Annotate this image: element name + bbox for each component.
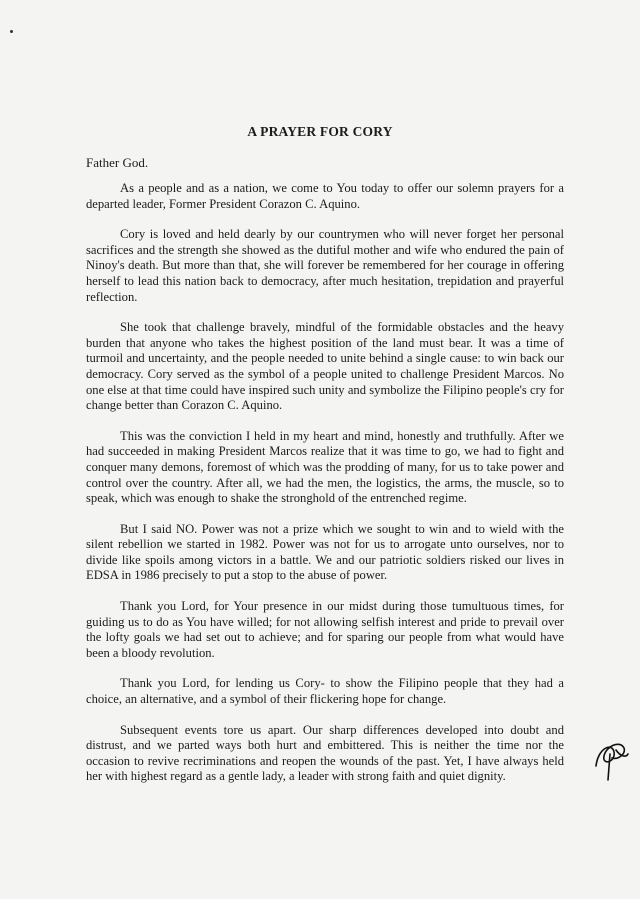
paragraph-2: Cory is loved and held dearly by our countrymen who will never forget her personal sacrifices and the strength she showed as the dutiful mother and wife who endured the pain of Ninoy's death. But more than that, she will forever be remembered for her courage in offering herself to lead this nation back to democracy, after much hesitation, trepidation and prayerful reflection. <box>86 227 564 304</box>
salutation: Father God. <box>86 155 149 170</box>
handwritten-initials <box>590 736 630 782</box>
document-title: A PRAYER FOR CORY <box>247 124 393 139</box>
paragraph-5: But I said NO. Power was not a prize which we sought to win and to wield with the silent rebellion we started in 1982. Power was not for us to arrogate unto ourselves, nor to divide like spoils among victors in a battle. We and our patriotic soldiers risked our lives in EDSA in 1986 precisely to put a stop to the abuse of power. <box>86 521 564 583</box>
paragraph-7: Thank you Lord, for lending us Cory- to show the Filipino people that they had a choice, an alternative, and a symbol of their flickering hope for change. <box>86 676 564 707</box>
paragraph-8: Subsequent events tore us apart. Our sharp differences developed into doubt and distrust, and we parted ways both hurt and embittered. This is neither the time nor the occasion to revive recriminations and reopen the wounds of the past. Yet, I have always held her with highest regard as a gentle lady, a leader with strong faith and quiet dignity. <box>86 722 564 784</box>
paragraph-6: Thank you Lord, for Your presence in our midst during those tumultuous times, for guiding us to do as You have willed; for not allowing selfish interest and pride to prevail over the lofty goals we had set out to achieve; and for sparing our people from what would have been a bloody revolution. <box>86 599 564 660</box>
paragraph-3: She took that challenge bravely, mindful of the formidable obstacles and the heavy burden that anyone who takes the highest position of the land must bear. It was a time of turmoil and uncertainty, and the people needed to unite behind a single cause: to win back our democracy. Cory served as the symbol of a people united to challenge President Marcos. No one else at that time could have inspired such unity and symbolize the Filipino people's cry for change better than Corazon C. Aquino. <box>86 320 564 413</box>
scan-speck <box>10 30 13 33</box>
paragraph-4: This was the conviction I held in my heart and mind, honestly and truthfully. After we had succeeded in making President Marcos realize that it was time to go, we had to fight and conquer many demons, foremost of which was the prodding of many, for us to take power and control over the country. After all, we had the men, the logistics, the arms, the muscle, so to speak, which was enough to shake the stronghold of the entrenched regime. <box>86 428 564 506</box>
paragraph-1: As a people and as a nation, we come to You today to offer our solemn prayers for a departed leader, Former President Corazon C. Aquino. <box>86 181 564 211</box>
body-text <box>86 181 564 800</box>
